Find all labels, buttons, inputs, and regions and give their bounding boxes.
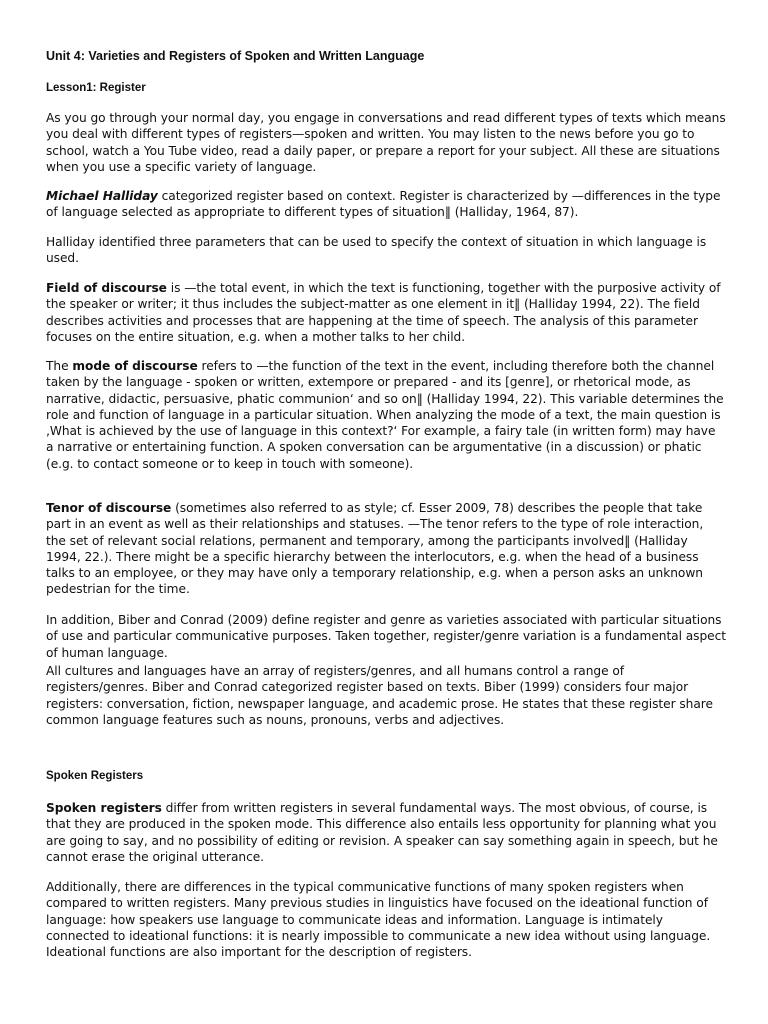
mode-text: refers to —the function of the text in the event, including therefore both the channel taken by the language - spoken or written, extempore or prepared - and its [genre], or rhetorical mode, as narrative, didactic, persuasive, phatic communion‘ and so on‖ (Halliday 1994, 22). This variable determines the role and function of language in a particular situation. When analyzing the mode of a text, the main question is ‚What is achieved by the use of language in this context?‘ For example, a fairy tale (in written form) may have a narrative or entertaining function. A spoken conversation can be argumentative (in a discussion) or phatic (e.g. to contact someone or to keep in touch with someone). — [46, 359, 724, 471]
halliday-text: categorized register based on context. Register is characterized by —differences in the type of language selected as appropriate to different types of situation‖ (Halliday, 1964, 87). — [46, 189, 721, 220]
tenor-text: (sometimes also referred to as style; cf. Esser 2009, 78) describes the people that take part in an event as well as their relationships and statuses. —The tenor refers to the type of role interaction, the set of relevant social relations, permanent and temporary, among the participants involved‖ (Halliday 1994, 22.). There might be a specific hierarchy between the interlocutors, e.g. when the head of a business talks to an employee, or they may have only a temporary relationship, e.g. when a person asks an unknown pedestrian for the time. — [46, 501, 704, 597]
intro-paragraph: As you go through your normal day, you engage in conversations and read different types of texts which means you deal with different types of registers—spoken and written. You may listen to the news before you go to school, watch a You Tube video, read a daily paper, or prepare a report for your subject. All these are situations when you use a specific variety of language. — [46, 111, 726, 174]
halliday-name: Michael Halliday — [46, 189, 158, 203]
parameters-paragraph: Halliday identified three parameters that can be used to specify the context of situation in which language is used. — [46, 235, 707, 266]
mode-lead: The — [46, 359, 73, 373]
spoken-registers-heading: Spoken Registers — [46, 770, 144, 782]
mode-of-discourse-paragraph — [46, 358, 726, 472]
unit-title: Unit 4: Varieties and Registers of Spoken and Written Language — [46, 49, 425, 63]
spoken-term: Spoken registers — [46, 801, 162, 815]
halliday-paragraph — [46, 188, 726, 221]
biber-conrad-paragraph: In addition, Biber and Conrad (2009) define register and genre as varieties associated with particular situations of use and particular communicative purposes. Taken together, register/genre variation is a fundamental aspect of human language. — [46, 613, 726, 660]
spoken-text: differ from written registers in several fundamental ways. The most obvious, of course, is that they are produced in the spoken mode. This difference also entails less opportunity for planning what you are going to say, and no possibility of editing or revision. A speaker can say something again in speech, but he cannot erase the original utterance. — [46, 801, 718, 864]
spoken-registers-paragraph — [46, 800, 726, 865]
field-of-discourse-paragraph — [46, 280, 726, 345]
registers-genres-paragraph: All cultures and languages have an array of registers/genres, and all humans control a range of registers/genres. Biber and Conrad categorized register based on texts. Biber (1999) considers four major registers: conversation, fiction, newspaper language, and academic prose. He states that these register share common language features such as nouns, pronouns, verbs and adjectives. — [46, 664, 713, 727]
tenor-of-discourse-paragraph — [46, 500, 726, 598]
field-term: Field of discourse — [46, 281, 167, 295]
lesson-title: Lesson1: Register — [46, 82, 146, 94]
field-text: is —the total event, in which the text is functioning, together with the purposive activity of the speaker or writer; it thus includes the subject-matter as one element in it‖ (Halliday 1994, 22). The field describes activities and processes that are happening at the time of speech. The analysis of this parameter focuses on the entire situation, e.g. when a mother talks to her child. — [46, 281, 721, 344]
mode-term: mode of discourse — [72, 359, 198, 373]
communicative-functions-paragraph: Additionally, there are differences in the typical communicative functions of many spoken registers when compared to written registers. Many previous studies in linguistics have focused on the ideational function of language: how speakers use language to communicate ideas and information. Language is intimately connected to ideational functions: it is nearly impossible to communicate a new idea without using language. Ideational functions are also important for the description of registers. — [46, 880, 711, 960]
tenor-term: Tenor of discourse — [46, 501, 172, 515]
